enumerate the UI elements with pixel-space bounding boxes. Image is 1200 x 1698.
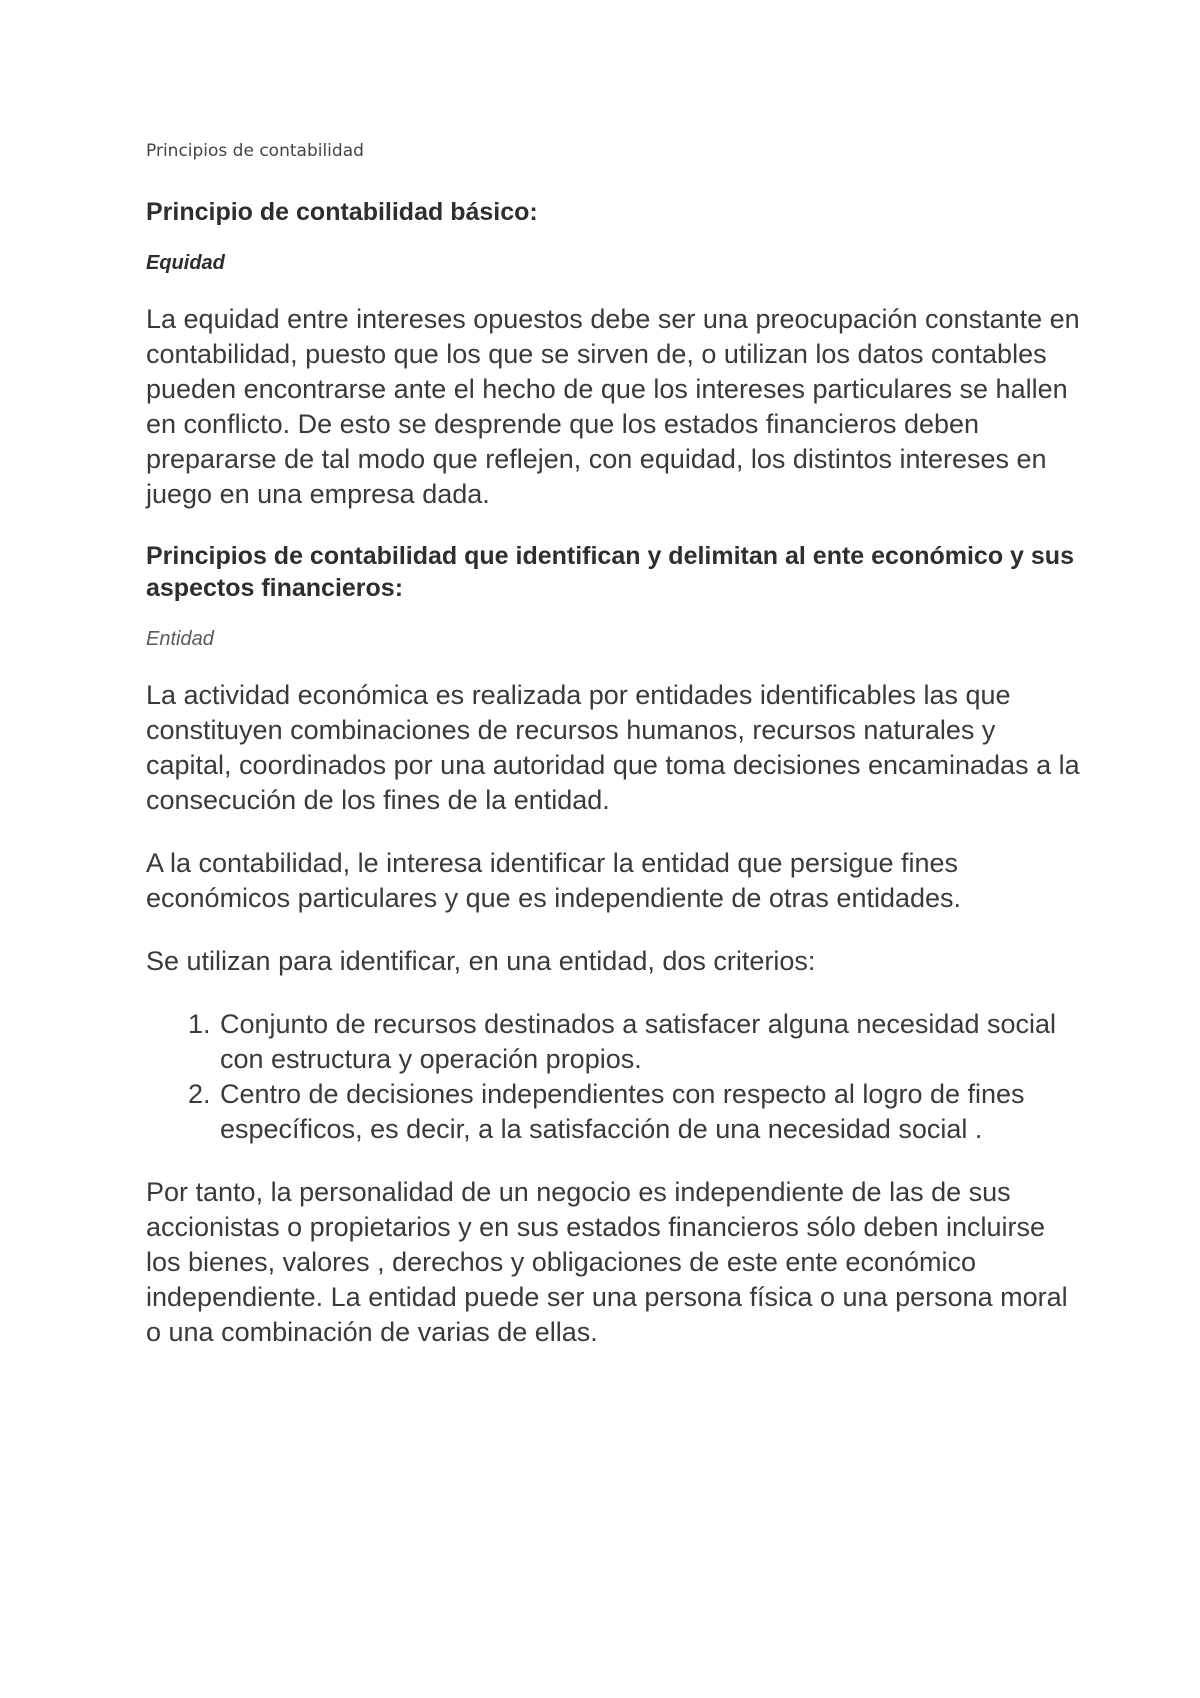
paragraph-entidad-2: A la contabilidad, le interesa identificar la entidad que persigue fines económicos particulares y que es independiente de otras entidades. [146, 848, 962, 913]
subheading-entidad: Entidad [146, 628, 214, 650]
paragraph-entidad-4: Por tanto, la personalidad de un negocio es independiente de las de sus accionistas o propietarios y en sus estados financieros sólo deben incluirse los bienes, valores , derechos y obligaciones de este ente económico independiente. La entidad puede ser una persona física o una persona moral o una combinación de varias de ellas. [146, 1177, 1068, 1347]
document-page [146, 140, 1086, 1378]
criteria-list [146, 1007, 1086, 1147]
subheading-equidad: Equidad [146, 252, 225, 274]
paragraph-entidad-3: Se utilizan para identificar, en una entidad, dos criterios: [146, 946, 816, 976]
paragraph-equidad: La equidad entre intereses opuestos debe ser una preocupación constante en contabilidad, puesto que los que se sirven de, o utilizan los datos contables pueden encontrarse ante el hecho de que los intereses particulares se hallen en conflicto. De esto se desprende que los estados financieros deben prepararse de tal modo que reflejen, con equidad, los distintos intereses en juego en una empresa dada. [146, 304, 1080, 509]
paragraph-entidad-1: La actividad económica es realizada por entidades identificables las que constituyen combinaciones de recursos humanos, recursos naturales y capital, coordinados por una autoridad que toma decisiones encaminadas a la consecución de los fines de la entidad. [146, 680, 1080, 815]
section-heading-entity: Principios de contabilidad que identifican y delimitan al ente económico y sus aspectos financieros: [146, 542, 1074, 602]
document-header: Principios de contabilidad [146, 141, 364, 161]
list-item: 2. Centro de decisiones independientes con respecto al logro de fines específicos, es decir, a la satisfacción de una necesidad social . [218, 1077, 1086, 1147]
list-item: 1. Conjunto de recursos destinados a satisfacer alguna necesidad social con estructura y operación propios. [218, 1007, 1086, 1077]
section-heading-basic: Principio de contabilidad básico: [146, 198, 538, 226]
